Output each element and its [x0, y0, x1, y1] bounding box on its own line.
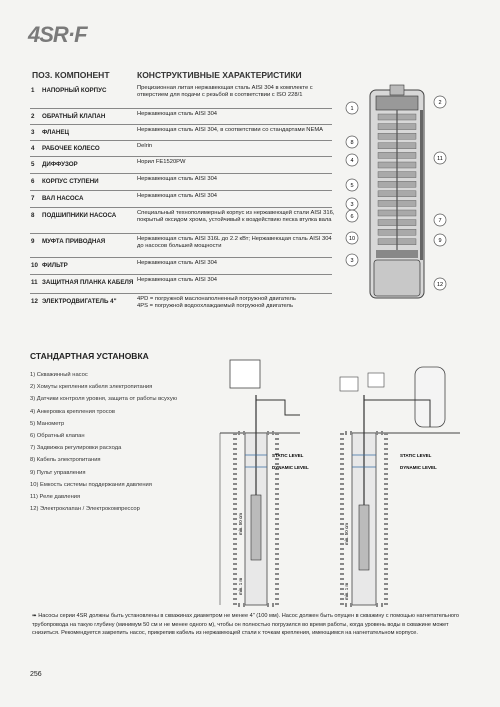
min-1m-left: min. 1 m: [238, 577, 243, 595]
static-level-left: STATIC LEVEL: [272, 453, 304, 458]
callout-number: 1: [350, 106, 354, 112]
row-divider: [30, 293, 332, 294]
callout-number: 7: [438, 218, 442, 224]
row-description: 4PD = погружной маслонаполненный погружной двигатель 4PS = погружной водоохлаждаемый погружной двигатель: [137, 296, 296, 309]
row-number: 11: [31, 279, 38, 286]
row-description: Норил FE1520PW: [137, 159, 186, 165]
row-number: 2: [31, 113, 35, 120]
row-component: ФЛАНЕЦ: [42, 129, 69, 136]
row-component: РАБОЧЕЕ КОЛЕСО: [42, 145, 100, 152]
callout-number: 12: [436, 282, 444, 288]
pump-cutaway-illustration: [340, 80, 470, 305]
row-number: 10: [31, 262, 38, 269]
min-50-left: min. 50 cm: [238, 512, 243, 535]
row-number: 6: [31, 178, 35, 185]
callout-number: 11: [437, 156, 443, 162]
row-description: Нержавеющая сталь AISI 316L до 2.2 кВт; Нержавеющая сталь AISI 304 до насосов большей мощности: [137, 236, 332, 249]
row-component: ЭЛЕКТРОДВИГАТЕЛЬ 4": [42, 298, 117, 305]
min-1m-right: min. 1 m: [344, 582, 349, 600]
row-component: ДИФФУЗОР: [42, 161, 78, 168]
row-number: 3: [31, 129, 35, 136]
callout-number: 9: [438, 238, 442, 244]
row-description: Нержавеющая сталь AISI 304: [137, 111, 218, 117]
legend-item: 6) Обратный клапан: [30, 433, 85, 439]
dynamic-level-right: DYNAMIC LEVEL: [400, 465, 437, 470]
row-component: ПОДШИПНИКИ НАСОСА: [42, 212, 117, 219]
row-number: 1: [31, 87, 35, 94]
legend-item: 10) Емкость системы поддержания давления: [30, 481, 152, 488]
legend-item: 3) Датчики контроля уровня, защита от работы всухую: [30, 396, 178, 403]
callout-number: 6: [350, 214, 354, 220]
legend-item: 12) Электроклапан / Электрокомпрессор: [30, 506, 140, 513]
callout-number: 8: [350, 140, 354, 146]
min-50-right: min. 50 cm: [344, 522, 349, 545]
row-description: Нержавеющая сталь AISI 304: [137, 193, 218, 199]
legend-item: 5) Манометр: [30, 420, 65, 427]
row-component: ЗАЩИТНАЯ ПЛАНКА КАБЕЛЯ: [42, 279, 134, 286]
row-description: Прецизионная литая нержавеющая сталь AISI 304 в комплекте с отверстием для подачи с резьбой в соответствии с ISO 228/1: [137, 85, 313, 98]
callout-number: 2: [438, 100, 442, 106]
row-number: 8: [31, 212, 35, 219]
callout-number: 3: [350, 258, 354, 264]
row-divider: [30, 257, 332, 258]
row-component: ВАЛ НАСОСА: [42, 195, 84, 202]
col-header-features: КОНСТРУКТИВНЫЕ ХАРАКТЕРИСТИКИ: [137, 70, 302, 80]
row-divider: [30, 274, 332, 275]
row-component: НАПОРНЫЙ КОРПУС: [42, 87, 107, 94]
row-number: 5: [31, 161, 35, 168]
row-divider: [30, 190, 332, 191]
installation-diagram-right: [340, 367, 460, 605]
callout-number: 10: [348, 236, 356, 242]
row-number: 4: [31, 145, 35, 152]
row-description: Нержавеющая сталь AISI 304, в соответствии со стандартами NEMA: [137, 127, 324, 133]
installation-diagrams: [190, 355, 480, 610]
row-divider: [30, 140, 332, 141]
legend-item: 11) Реле давления: [30, 494, 81, 500]
page-number: 256: [30, 671, 42, 678]
row-component: ФИЛЬТР: [42, 262, 68, 269]
row-number: 12: [31, 298, 38, 305]
installation-note: ➠ Насосы серии 4SR должны быть установлены в скважинах диаметром не менее 4" (100 мм). Насос должен быть опущен в скважину с помощью нагнетательного трубопровода на такую глубину (минимум 50 см и не менее одного м), чтобы он полностью погрузился во время работы, когда уровень воды в скважине может снизиться. Рекомендуется закрепить насос, прикрепив кабель из нержавеющей стали к точкам крепления, имеющимся на нагнетательном корпусе.: [32, 613, 460, 636]
col-header-component: ПОЗ. КОМПОНЕНТ: [32, 70, 110, 80]
row-divider: [30, 108, 332, 109]
row-divider: [30, 233, 332, 234]
row-description: Delrin: [137, 143, 153, 149]
callout-number: 5: [350, 183, 354, 189]
legend-item: 1) Скважинный насос: [30, 372, 88, 378]
row-divider: [30, 124, 332, 125]
legend-item: 2) Хомуты крепления кабеля электропитания: [30, 384, 153, 391]
row-description: Нержавеющая сталь AISI 304: [137, 176, 218, 182]
row-description: Нержавеющая сталь AISI 304: [137, 260, 218, 266]
row-number: 7: [31, 195, 35, 202]
row-divider: [30, 173, 332, 174]
dynamic-level-left: DYNAMIC LEVEL: [272, 465, 309, 470]
static-level-right: STATIC LEVEL: [400, 453, 432, 458]
row-component: МУФТА ПРИВОДНАЯ: [42, 238, 106, 245]
row-description: Нержавеющая сталь AISI 304: [137, 277, 218, 283]
row-component: ОБРАТНЫЙ КЛАПАН: [42, 113, 106, 120]
row-component: КОРПУС СТУПЕНИ: [42, 178, 99, 185]
row-divider: [30, 207, 332, 208]
legend-item: 8) Кабель электропитания: [30, 457, 101, 464]
row-divider: [30, 156, 332, 157]
legend-item: 4) Анкеровка крепления тросов: [30, 408, 115, 415]
row-description: Специальный технополимерный корпус из нержавеющей стали AISI 316, покрытый оксидом хрома, устойчивый к воздействию песка втулка вала: [137, 210, 335, 223]
callout-number: 4: [350, 158, 354, 164]
legend-item: 9) Пульт управления: [30, 469, 86, 476]
callout-number: 3: [350, 202, 354, 208]
install-section-title: СТАНДАРТНАЯ УСТАНОВКА: [30, 351, 149, 361]
legend-item: 7) Задвижка регулировки расхода: [30, 445, 122, 452]
row-number: 9: [31, 238, 35, 245]
brand-logo: 4SR·F: [28, 22, 87, 47]
installation-diagram-left: [220, 360, 309, 605]
